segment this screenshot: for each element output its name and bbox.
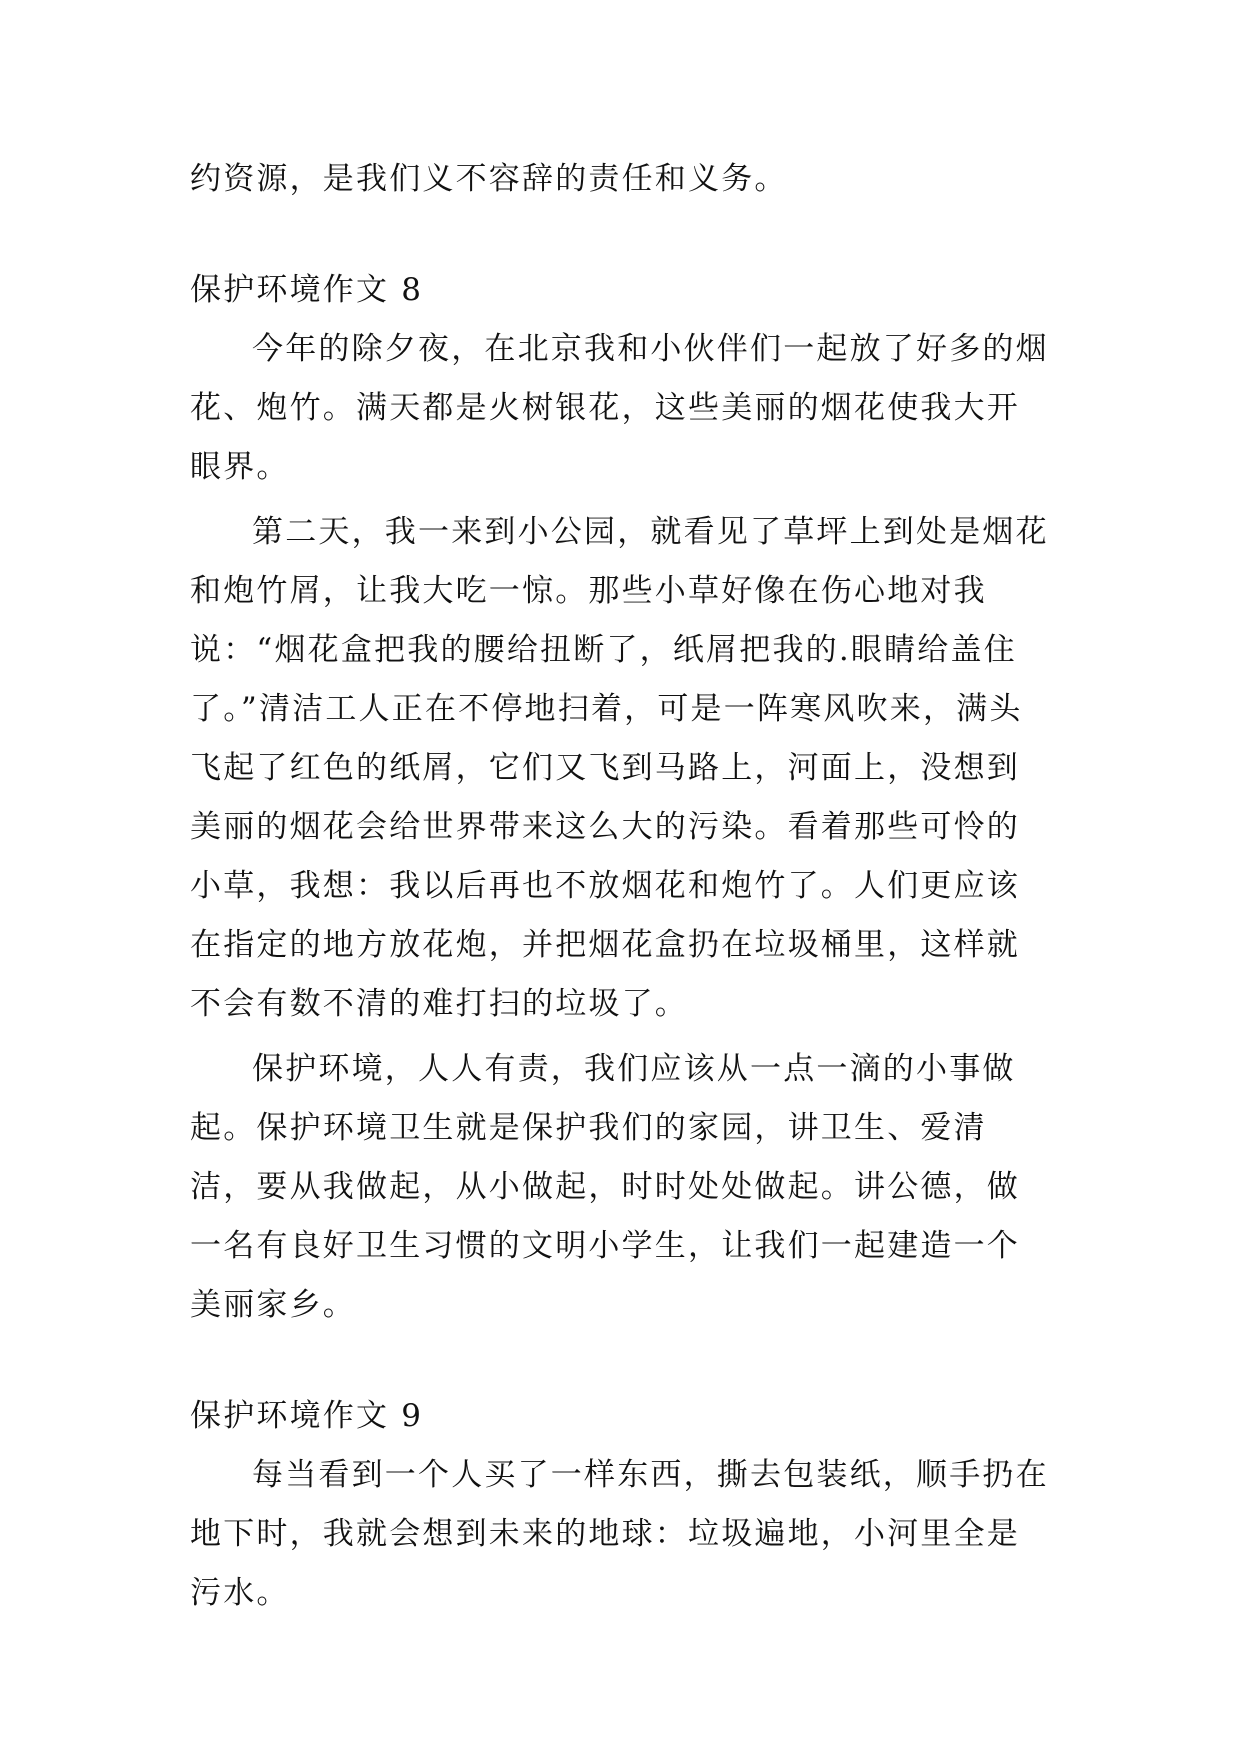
section-8-paragraph-3: 保护环境，人人有责，我们应该从一点一滴的小事做起。保护环境卫生就是保护我们的家园，讲卫生、爱清洁，要从我做起，从小做起，时时处处做起。讲公德，做一名有良好卫生习惯的文明小学生，让我们一起建造一个美丽家乡。 xyxy=(190,1051,1020,1323)
document-body xyxy=(190,150,1050,1623)
section-heading-8: 保护环境作文 8 xyxy=(190,272,424,308)
section-heading-9: 保护环境作文 9 xyxy=(190,1398,424,1434)
opening-fragment: 约资源，是我们义不容辞的责任和义务。 xyxy=(190,161,788,197)
section-8-paragraph-2: 第二天，我一来到小公园，就看见了草坪上到处是烟花和炮竹屑，让我大吃一惊。那些小草好像在伤心地对我说：“烟花盒把我的腰给扭断了，纸屑把我的.眼睛给盖住了。”清洁工人正在不停地扫着，可是一阵寒风吹来，满头飞起了红色的纸屑，它们又飞到马路上，河面上，没想到美丽的烟花会给世界带来这么大的污染。看着那些可怜的小草，我想：我以后再也不放烟花和炮竹了。人们更应该在指定的地方放花炮，并把烟花盒扔在垃圾桶里，这样就不会有数不清的难打扫的垃圾了。 xyxy=(190,514,1049,1022)
section-8-paragraph-1: 今年的除夕夜，在北京我和小伙伴们一起放了好多的烟花、炮竹。满天都是火树银花，这些美丽的烟花使我大开眼界。 xyxy=(190,331,1049,485)
section-9-paragraph-1: 每当看到一个人买了一样东西，撕去包装纸，顺手扔在地下时，我就会想到未来的地球：垃圾遍地，小河里全是污水。 xyxy=(190,1457,1049,1611)
